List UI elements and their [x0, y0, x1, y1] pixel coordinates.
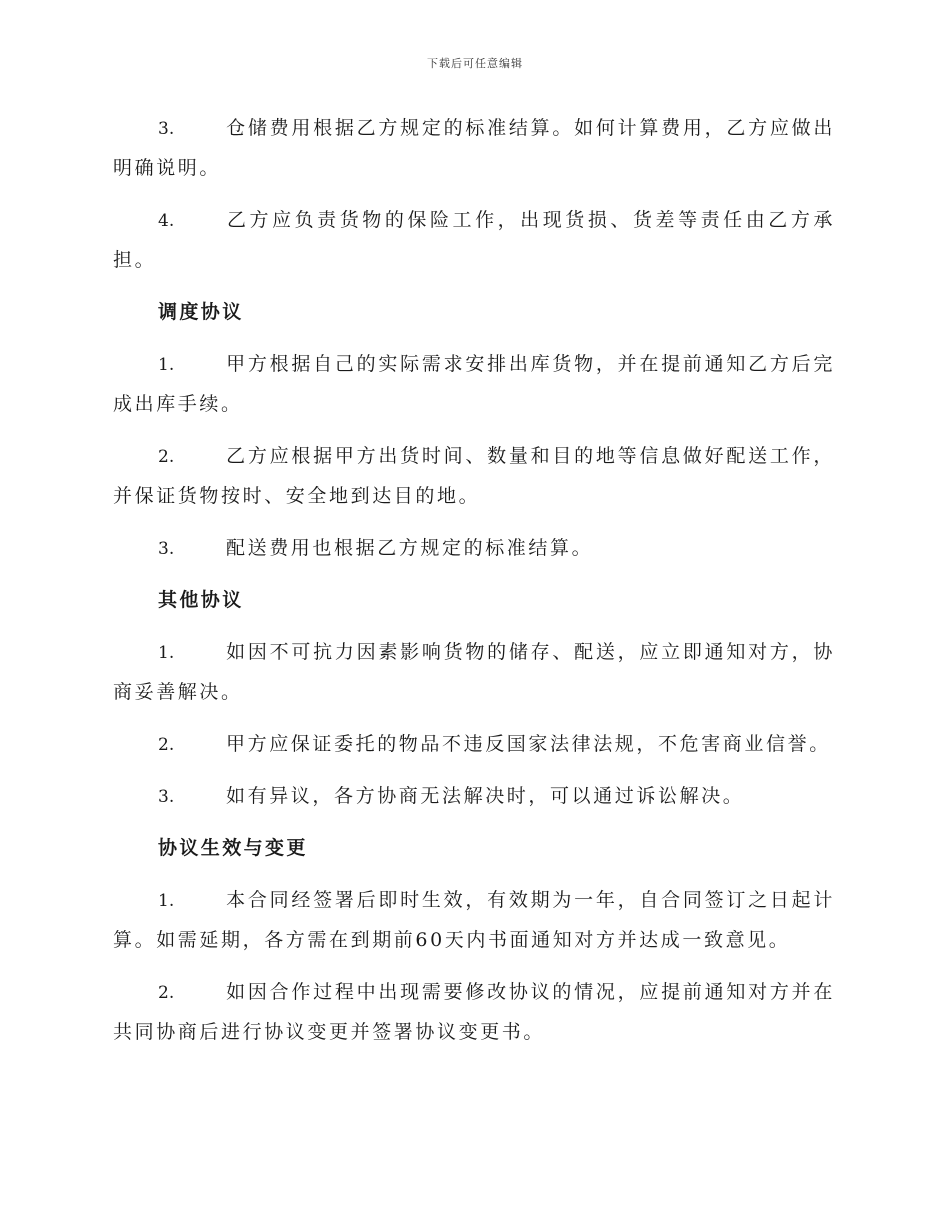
clause-item	[113, 880, 835, 960]
clause-first-line	[113, 344, 835, 384]
clause-item	[113, 344, 835, 424]
clause-number: 3.	[158, 119, 175, 139]
clause-item	[113, 108, 835, 188]
paragraph-spacer	[113, 764, 835, 776]
section-heading: 协议生效与变更	[158, 837, 308, 859]
clause-continuation-line: 商妥善解决。	[113, 681, 243, 703]
clause-text: 甲方根据自己的实际需求安排出库货物，并在提前通知乙方后完	[226, 353, 835, 375]
clause-first-line	[113, 972, 835, 1012]
clause-number: 2.	[158, 447, 175, 467]
section-heading: 其他协议	[158, 589, 244, 611]
clause-first-line	[113, 436, 835, 476]
paragraph-spacer	[113, 816, 835, 828]
clause-text: 如因合作过程中出现需要修改协议的情况，应提前通知对方并在	[226, 981, 835, 1003]
clause-first-line	[113, 200, 835, 240]
clause-continuation-line: 共同协商后进行协议变更并签署协议变更书。	[113, 1021, 546, 1043]
paragraph-spacer	[113, 568, 835, 580]
clause-text: 仓储费用根据乙方规定的标准结算。如何计算费用，乙方应做出	[226, 117, 835, 139]
clause-first-line	[113, 724, 835, 764]
page-header: 下载后可任意编辑	[427, 57, 523, 70]
section-heading: 调度协议	[158, 301, 244, 323]
paragraph-spacer	[113, 712, 835, 724]
paragraph-spacer	[113, 960, 835, 972]
clause-item	[113, 972, 835, 1052]
clause-text: 如因不可抗力因素影响货物的储存、配送，应立即通知对方，协	[226, 641, 835, 663]
paragraph-spacer	[113, 188, 835, 200]
clause-number: 2.	[158, 983, 175, 1003]
paragraph-spacer	[113, 516, 835, 528]
clause-first-line	[113, 528, 835, 568]
clause-text: 配送费用也根据乙方规定的标准结算。	[226, 537, 594, 559]
clause-number: 1.	[158, 643, 175, 663]
clause-item	[113, 724, 835, 764]
clause-first-line	[113, 776, 835, 816]
clause-continuation-line: 算。如需延期，各方需在到期前60天内书面通知对方并达成一致意见。	[113, 929, 791, 951]
clause-text: 甲方应保证委托的物品不违反国家法律法规，不危害商业信誉。	[226, 733, 831, 755]
clause-text: 如有异议，各方协商无法解决时，可以通过诉讼解决。	[226, 785, 745, 807]
paragraph-spacer	[113, 424, 835, 436]
paragraph-spacer	[113, 620, 835, 632]
clause-number: 1.	[158, 891, 175, 911]
clause-number: 2.	[158, 735, 175, 755]
clause-continuation-line: 并保证货物按时、安全地到达目的地。	[113, 485, 481, 507]
clause-number: 3.	[158, 539, 175, 559]
clause-continuation-line: 明确说明。	[113, 157, 222, 179]
clause-first-line	[113, 880, 835, 920]
document-body	[113, 108, 835, 1064]
clause-text: 乙方应负责货物的保险工作，出现货损、货差等责任由乙方承	[226, 209, 835, 231]
paragraph-spacer	[113, 868, 835, 880]
clause-item	[113, 200, 835, 280]
clause-item	[113, 776, 835, 816]
clause-item	[113, 528, 835, 568]
paragraph-spacer	[113, 332, 835, 344]
clause-item	[113, 632, 835, 712]
clause-first-line	[113, 632, 835, 672]
paragraph-spacer	[113, 1052, 835, 1064]
paragraph-spacer	[113, 280, 835, 292]
clause-continuation-line: 成出库手续。	[113, 393, 243, 415]
clause-text: 本合同经签署后即时生效，有效期为一年，自合同签订之日起计	[226, 889, 835, 911]
clause-first-line	[113, 108, 835, 148]
clause-number: 4.	[158, 211, 175, 231]
clause-text: 乙方应根据甲方出货时间、数量和目的地等信息做好配送工作，	[226, 445, 835, 467]
clause-number: 3.	[158, 787, 175, 807]
clause-number: 1.	[158, 355, 175, 375]
clause-item	[113, 436, 835, 516]
clause-continuation-line: 担。	[113, 249, 157, 271]
